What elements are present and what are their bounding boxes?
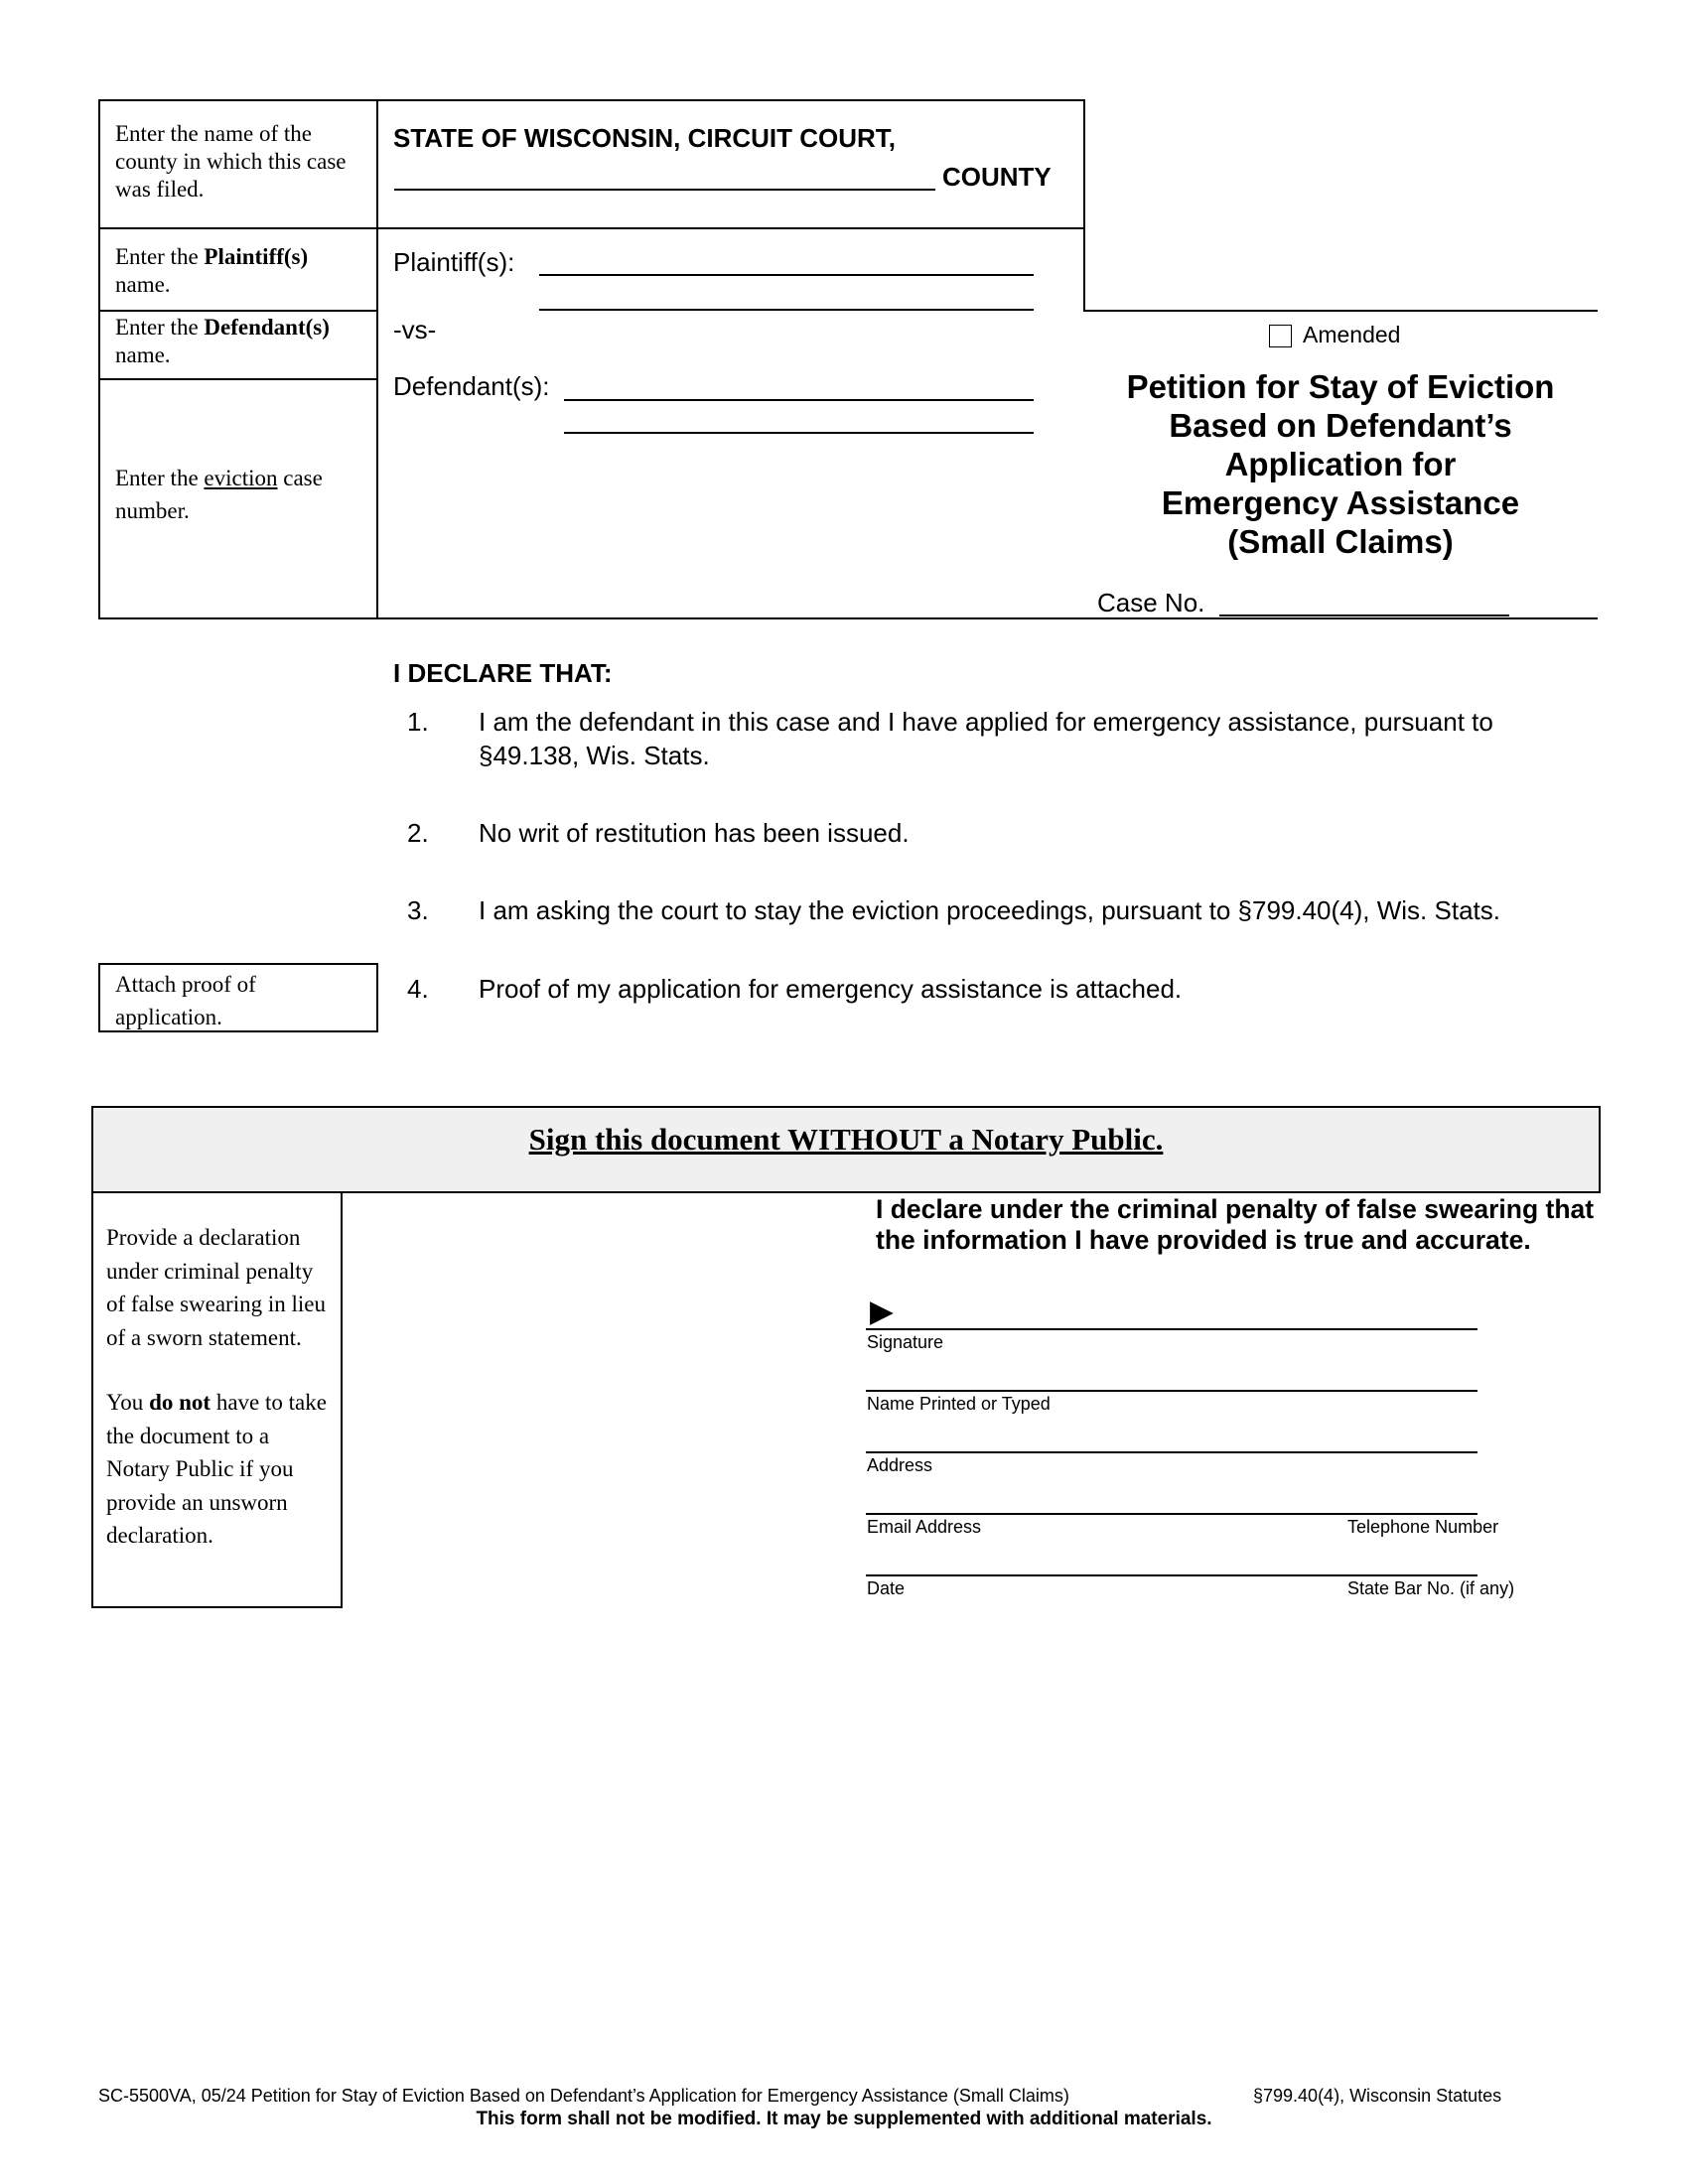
address-field[interactable]: [866, 1451, 1477, 1453]
caption-divider: [98, 378, 378, 380]
declaration-help-text: Provide a declaration under criminal penalty of false swearing in lieu of a sworn statement. You do not have to take the document to a Notary Public if you provide an unsworn declaration.: [106, 1225, 327, 1548]
declaration-item-text: No writ of restitution has been issued.: [479, 818, 910, 848]
date-bar-field[interactable]: [866, 1574, 1477, 1576]
defendant-name-field-2[interactable]: [564, 432, 1034, 434]
caption-divider: [98, 227, 378, 229]
county-help-text: Enter the name of the county in which this case was filed.: [115, 121, 347, 202]
footer-statute: §799.40(4), Wisconsin Statutes: [1253, 2086, 1502, 2106]
declaration-item-text: I am asking the court to stay the eviction proceedings, pursuant to §799.40(4), Wis. Stats.: [479, 895, 1500, 925]
declaration-item-number: 1.: [407, 707, 429, 737]
defendant-name-field[interactable]: [564, 399, 1034, 401]
amended-checkbox[interactable]: [1269, 325, 1292, 347]
declaration-heading: I DECLARE THAT:: [393, 658, 613, 688]
form-title: Petition for Stay of Eviction Based on Defendant’s Application for Emergency Assistance (Small Claims): [1126, 368, 1555, 560]
plaintiff-label: Plaintiff(s):: [393, 247, 515, 277]
footer-notice: This form shall not be modified. It may be supplemented with additional materials.: [476, 2109, 1212, 2129]
county-label: COUNTY: [942, 162, 1052, 192]
plaintiff-name-field-2[interactable]: [539, 309, 1034, 311]
amended-label: Amended: [1303, 322, 1401, 347]
declaration-item-number: 4.: [407, 974, 429, 1004]
signature-label: Signature: [867, 1332, 944, 1352]
caption-county-divider: [378, 227, 1083, 229]
case-number-label: Case No.: [1097, 588, 1205, 617]
caption-bottom-border: [378, 617, 1598, 619]
declaration-item-number: 3.: [407, 895, 429, 925]
email-telephone-field[interactable]: [866, 1513, 1477, 1515]
signature-field[interactable]: [866, 1328, 1477, 1330]
defendant-label: Defendant(s):: [393, 371, 550, 401]
case-number-help-text: Enter the eviction case number.: [115, 466, 323, 523]
declaration-item-text: Proof of my application for emergency assistance is attached.: [479, 974, 1183, 1004]
email-label: Email Address: [867, 1517, 982, 1537]
name-field[interactable]: [866, 1390, 1477, 1392]
caption-right-rule: [1083, 310, 1598, 312]
declaration-item-text: I am the defendant in this case and I have applied for emergency assistance, pursuant to §49.138, Wis. Stats.: [479, 707, 1493, 770]
date-label: Date: [867, 1578, 906, 1598]
caption-top-border: [378, 99, 1083, 101]
court-heading: STATE OF WISCONSIN, CIRCUIT COURT,: [393, 123, 897, 153]
name-label: Name Printed or Typed: [867, 1394, 1051, 1414]
case-number-field[interactable]: [1219, 614, 1509, 616]
vs-label: -vs-: [393, 315, 437, 344]
notary-banner-text: Sign this document WITHOUT a Notary Public.: [528, 1122, 1164, 1157]
caption-right-divider: [1083, 99, 1085, 311]
declaration-item-number: 2.: [407, 818, 429, 848]
attach-proof-help-text: Attach proof of application.: [115, 972, 256, 1029]
false-swearing-statement: I declare under the criminal penalty of false swearing that the information I have provided is true and accurate.: [876, 1194, 1595, 1255]
defendant-help-text: Enter the Defendant(s) name.: [115, 315, 330, 367]
caption-divider: [98, 310, 378, 312]
county-name-field[interactable]: [394, 189, 935, 191]
plaintiff-help-text: Enter the Plaintiff(s) name.: [115, 244, 309, 297]
signature-arrow-icon: ▶: [870, 1294, 894, 1328]
state-bar-label: State Bar No. (if any): [1347, 1578, 1515, 1598]
footer-form-id: SC-5500VA, 05/24 Petition for Stay of Eviction Based on Defendant’s Application for Emergency Assistance (Small Claims): [98, 2086, 1069, 2106]
address-label: Address: [867, 1455, 933, 1475]
plaintiff-name-field[interactable]: [539, 274, 1034, 276]
telephone-label: Telephone Number: [1347, 1517, 1499, 1537]
